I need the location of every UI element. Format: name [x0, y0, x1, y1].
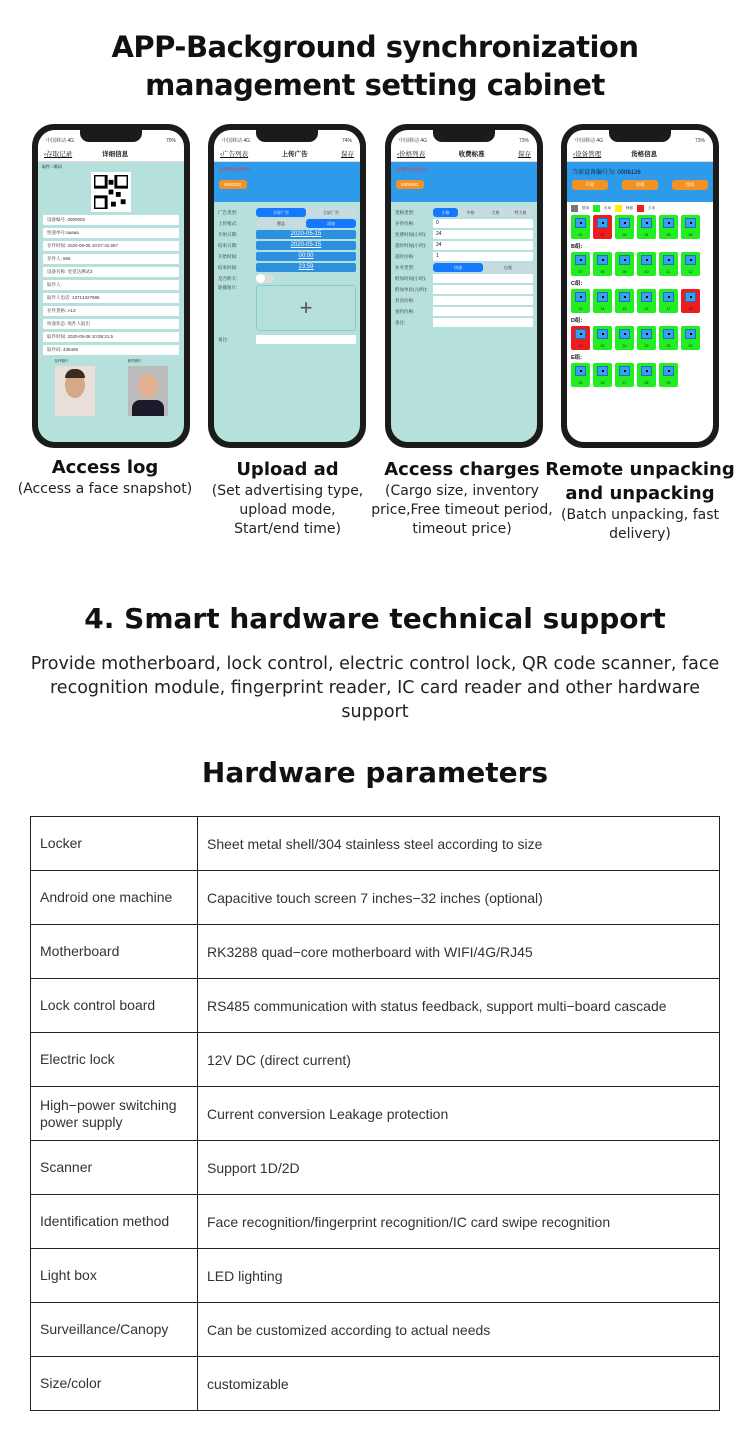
device-hint: 选择的设备编号 — [219, 167, 251, 172]
device-line: 当前设备编号为: 0006126 — [572, 170, 641, 176]
locker-icon — [685, 329, 696, 339]
phone-remote-unpacking — [561, 124, 719, 448]
compartment-cell[interactable]: 27 — [615, 363, 634, 387]
compartment-cell[interactable]: 10 — [637, 252, 656, 276]
locker-icon — [685, 255, 696, 265]
param-name: Lock control board — [31, 979, 198, 1033]
locker-icon — [685, 218, 696, 228]
back-link[interactable]: ‹价格列表 — [397, 151, 426, 158]
compartment-cell[interactable]: 17 — [659, 289, 678, 313]
info-row: 取件时间: 2020-05-06 10:08:21.5 — [43, 332, 179, 342]
param-value: 12V DC (direct current) — [198, 1033, 720, 1087]
timeout-hours-input[interactable]: 24 — [433, 241, 533, 250]
start-date-picker[interactable]: 2020-05-15 — [256, 230, 356, 239]
page-title — [0, 28, 750, 104]
compartment-cell[interactable]: 06 — [681, 215, 700, 239]
table-row — [31, 1249, 720, 1303]
compartment-cell[interactable]: 11 — [659, 252, 678, 276]
compartment-cell[interactable]: 09 — [615, 252, 634, 276]
param-value: Can be customized according to actual needs — [198, 1303, 720, 1357]
locker-icon — [575, 329, 586, 339]
locker-icon — [641, 218, 652, 228]
phone-notch — [80, 130, 142, 142]
table-row — [31, 1141, 720, 1195]
locker-icon — [663, 218, 674, 228]
phone-access-log — [32, 124, 190, 448]
extra-hours-input[interactable] — [433, 274, 533, 283]
table-row — [31, 1357, 720, 1411]
group-label: C组: — [571, 281, 583, 287]
param-name: Size/color — [31, 1357, 198, 1411]
locker-icon — [641, 292, 652, 302]
start-time-picker[interactable]: 00:00 — [256, 252, 356, 261]
param-name: High−power switching power supply — [31, 1087, 198, 1141]
locker-icon — [619, 329, 630, 339]
param-value: Support 1D/2D — [198, 1141, 720, 1195]
locker-icon — [641, 366, 652, 376]
upload-mode-row: 上传模式: 覆盖 添加 — [218, 219, 356, 228]
nav-bar — [214, 146, 360, 162]
compartment-cell[interactable]: 22 — [637, 326, 656, 350]
locker-icon — [597, 218, 608, 228]
locker-icon — [685, 292, 696, 302]
title-line-2: management setting cabinet — [145, 68, 605, 102]
remark-input[interactable] — [433, 318, 533, 327]
param-value: Face recognition/fingerprint recognition/IC card swipe recognition — [198, 1195, 720, 1249]
legend: 禁用 可用 保留 占用 — [567, 202, 713, 215]
save-button[interactable]: 保存 — [517, 151, 531, 158]
info-row: 存件货格: A13 — [43, 306, 179, 316]
compartment-cell[interactable]: 19 — [571, 326, 590, 350]
param-value: LED lighting — [198, 1249, 720, 1303]
status-bar: 中国移动 4G 70% — [38, 130, 184, 146]
param-value: Current conversion Leakage protection — [198, 1087, 720, 1141]
compartment-cell[interactable]: 21 — [615, 326, 634, 350]
locker-icon — [641, 255, 652, 265]
table-row — [31, 1195, 720, 1249]
compartment-cell[interactable]: 02 — [593, 215, 612, 239]
upload-mode-toggle[interactable]: 覆盖 添加 — [256, 219, 356, 228]
table-row — [31, 1033, 720, 1087]
locker-icon — [597, 366, 608, 376]
device-band — [391, 162, 537, 202]
status-bar: 中国移动 4G 73% — [391, 130, 537, 146]
locker-icon — [575, 366, 586, 376]
group-label: D组: — [571, 318, 583, 324]
device-button[interactable]: 0000003 — [396, 180, 424, 189]
info-row: 存件人: 666 — [43, 254, 179, 264]
cross-day-toggle[interactable] — [256, 274, 274, 283]
nav-bar — [567, 146, 713, 162]
qr-label: 取件二维码 — [42, 164, 62, 169]
free-hours-input[interactable]: 24 — [433, 230, 533, 239]
title-line-1: APP-Background synchronization — [111, 30, 639, 64]
params-title: Hardware parameters — [201, 756, 549, 789]
param-value: RK3288 quad−core motherboard with WIFI/4G/RJ45 — [198, 925, 720, 979]
table-row — [31, 871, 720, 925]
compartment-cell[interactable]: 26 — [593, 363, 612, 387]
locker-icon — [641, 329, 652, 339]
info-row: 设备名称: 壹壹达测试3 — [43, 267, 179, 277]
phone-notch — [609, 130, 671, 142]
compartment-cell[interactable]: 13 — [571, 289, 590, 313]
compartment-cell[interactable]: 20 — [593, 326, 612, 350]
back-link[interactable]: ‹设备管理 — [573, 151, 602, 158]
locker-icon — [663, 366, 674, 376]
phone-notch — [433, 130, 495, 142]
caption-access-log: Access log (Access a face snapshot) — [17, 457, 193, 497]
device-hint: 选择的设备编号 — [396, 167, 428, 172]
save-button[interactable]: 保存 — [340, 151, 354, 158]
table-row — [31, 1087, 720, 1141]
compartment-cell[interactable]: 01 — [571, 215, 590, 239]
locker-icon — [575, 292, 586, 302]
compartment-cell[interactable]: 04 — [637, 215, 656, 239]
nav-bar — [38, 146, 184, 162]
info-row: 设备编号: 0000003 — [43, 215, 179, 225]
param-name: Locker — [31, 817, 198, 871]
param-name: Motherboard — [31, 925, 198, 979]
compartment-cell[interactable]: 07 — [571, 252, 590, 276]
compartment-cell[interactable]: 25 — [571, 363, 590, 387]
locker-icon — [663, 255, 674, 265]
add-image-button[interactable]: + — [256, 285, 356, 331]
compartment-cell[interactable]: 05 — [659, 215, 678, 239]
authorize-button[interactable]: 授权 — [672, 180, 708, 190]
nav-title: 货格信息 — [631, 151, 658, 158]
caption-remote-unpacking: Remote unpacking and unpacking (Batch unpacking, fast delivery) — [545, 459, 735, 542]
compartment-cell[interactable]: 14 — [593, 289, 612, 313]
nav-bar — [391, 146, 537, 162]
info-row: 快递状态: 收件人取出 — [43, 319, 179, 329]
timeout-price-input[interactable]: 1 — [433, 252, 533, 261]
caption-upload-ad: Upload ad (Set advertising type, upload mode, Start/end time) — [211, 459, 364, 537]
extra-unit-price-input[interactable] — [433, 285, 533, 294]
end-date-picker[interactable]: 2020-05-15 — [256, 241, 356, 250]
end-time-picker[interactable]: 23:59 — [256, 263, 356, 272]
nav-title: 上传广告 — [281, 151, 308, 158]
table-row — [31, 979, 720, 1033]
compartment-cell[interactable]: 16 — [637, 289, 656, 313]
price-input[interactable]: 0 — [433, 219, 533, 228]
locker-icon — [575, 255, 586, 265]
compartment-cell[interactable]: 23 — [659, 326, 678, 350]
phone-access-charges: 中国移动 4G 73% ‹价格列表 收费标准 保存 选择的设备编号 0000003 货格类型: 小格 中格 大格 特大格 存件价格: 0 免费时间(小时): 24 超时时间(小时): 24 超时价格: 1 业务类型: 快递 包裹 附加时间(小时): 附加单价(元/时): 封顶价格: 预约价格: 备注: — [385, 124, 543, 448]
param-value: customizable — [198, 1357, 720, 1411]
compartment-cell[interactable]: 24 — [681, 326, 700, 350]
table-row — [31, 817, 720, 871]
info-row: 取件码: 436489 — [43, 345, 179, 355]
info-row: 快递单号:aaaaa — [43, 228, 179, 238]
locker-icon — [597, 329, 608, 339]
remark-input[interactable] — [256, 335, 356, 344]
ad-type-row: 广告类型: 半屏广告 全屏广告 — [218, 208, 356, 217]
size-type-toggle[interactable]: 小格 中格 大格 特大格 — [433, 208, 533, 217]
locker-icon — [597, 292, 608, 302]
device-band — [214, 162, 360, 202]
nav-title: 详细信息 — [102, 151, 129, 158]
group-label: B组: — [571, 244, 583, 250]
info-list — [38, 215, 184, 355]
back-link[interactable]: ‹广告列表 — [220, 151, 249, 158]
compartment-cell[interactable]: 28 — [637, 363, 656, 387]
table-row — [31, 1303, 720, 1357]
status-bar: 中国移动 4G 73% — [567, 130, 713, 146]
param-value: Capacitive touch screen 7 inches−32 inches (optional) — [198, 871, 720, 925]
locker-icon — [619, 255, 630, 265]
section-title: 4. Smart hardware technical support — [84, 602, 666, 635]
clear-box-button[interactable]: 清箱 — [622, 180, 658, 190]
compartment-cell[interactable]: 18 — [681, 289, 700, 313]
locker-icon — [597, 255, 608, 265]
phone-notch — [256, 130, 318, 142]
locker-icon — [619, 218, 630, 228]
back-link[interactable]: ‹存取记录 — [44, 151, 73, 158]
param-value: RS485 communication with status feedback, support multi−board cascade — [198, 979, 720, 1033]
phone-upload-ad: 中国移动 4G 74% ‹广告列表 上传广告 保存 选择的设备编号 0000003 广告类型: 半屏广告 全屏广告 上传模式: 覆盖 添加 开始日期: 2020-05-15 结束日期: 2020-05-15 开始时间: 00:00 结束时间: 23:59 是否跨天: 轮播图片: + 备注: — [208, 124, 366, 448]
info-row: 存件时间: 2020-05-05 10:07:32.657 — [43, 241, 179, 251]
compartment-grid — [567, 215, 713, 387]
reserve-price-input[interactable] — [433, 307, 533, 316]
device-button[interactable]: 0000003 — [219, 180, 247, 189]
locker-icon — [619, 366, 630, 376]
info-row: 取件人电话: 13714327888 — [43, 293, 179, 303]
status-bar: 中国移动 4G 74% — [214, 130, 360, 146]
locker-icon — [663, 292, 674, 302]
params-table — [30, 816, 720, 1411]
param-name: Light box — [31, 1249, 198, 1303]
param-value: Sheet metal shell/304 stainless steel according to size — [198, 817, 720, 871]
param-name: Surveillance/Canopy — [31, 1303, 198, 1357]
biz-type-toggle[interactable]: 快递 包裹 — [433, 263, 533, 272]
cap-price-input[interactable] — [433, 296, 533, 305]
nav-title: 收费标准 — [458, 151, 485, 158]
pickup-photo: 取件照片 — [128, 359, 168, 416]
ad-type-toggle[interactable]: 半屏广告 全屏广告 — [256, 208, 356, 217]
compartment-cell[interactable]: 29 — [659, 363, 678, 387]
locker-icon — [663, 329, 674, 339]
param-name: Scanner — [31, 1141, 198, 1195]
param-name: Identification method — [31, 1195, 198, 1249]
device-band — [567, 162, 713, 202]
section-body: Provide motherboard, lock control, electric control lock, QR code scanner, face recognition module, fingerprint reader, IC card reader and other hardware support — [30, 654, 720, 722]
compartment-cell[interactable]: 03 — [615, 215, 634, 239]
deposit-photo: 存件照片 — [55, 359, 95, 416]
info-row: 取件人: — [43, 280, 179, 290]
open-box-button[interactable]: 开箱 — [572, 180, 608, 190]
compartment-cell[interactable]: 15 — [615, 289, 634, 313]
caption-access-charges: Access charges (Cargo size, inventory price,Free timeout period, timeout price) — [371, 459, 553, 537]
group-label: E组: — [571, 355, 583, 361]
table-row — [31, 925, 720, 979]
locker-icon — [619, 292, 630, 302]
param-name: Electric lock — [31, 1033, 198, 1087]
compartment-cell[interactable]: 12 — [681, 252, 700, 276]
locker-icon — [575, 218, 586, 228]
qr-code-icon — [91, 172, 131, 212]
compartment-cell[interactable]: 08 — [593, 252, 612, 276]
param-name: Android one machine — [31, 871, 198, 925]
